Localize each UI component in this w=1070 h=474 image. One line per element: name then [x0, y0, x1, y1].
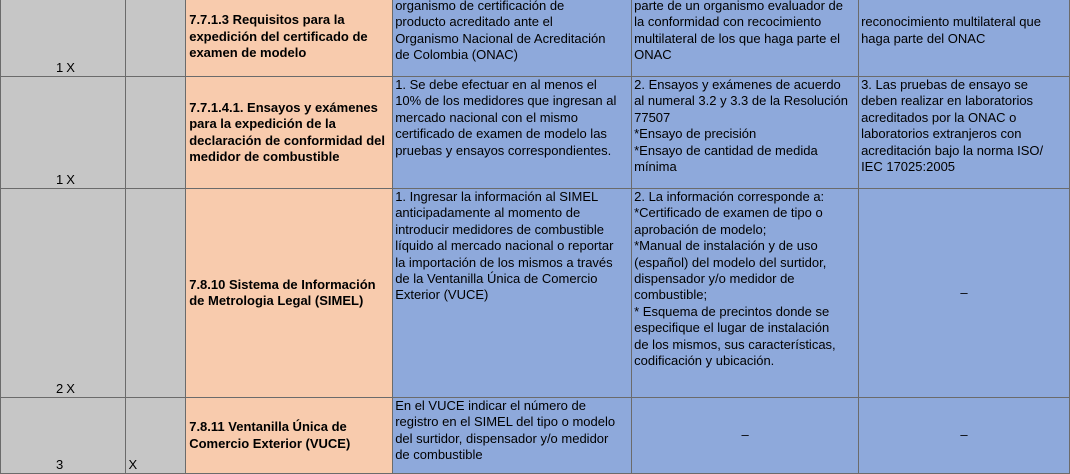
- text-line: 2. Ensayos y exámenes de acuerdo: [634, 77, 841, 92]
- text-line: (español) del modelo del surtidor,: [634, 254, 827, 270]
- text-line: *Certificado de examen de tipo o: [634, 205, 823, 221]
- text-line: haga parte del ONAC: [861, 30, 986, 46]
- text-line: líquido al mercado nacional o reportar: [395, 238, 614, 254]
- text-line: del surtidor, dispensador y/o medidor: [395, 430, 609, 446]
- description-cell-1: [393, 189, 632, 398]
- text-line: la conformidad con recocimiento: [634, 14, 822, 30]
- description-cell-3: –: [859, 189, 1070, 398]
- title-line: de Metrologia Legal (SIMEL): [189, 293, 364, 308]
- row-number-cell: 1: [1, 77, 65, 189]
- mark-a-cell: X: [64, 77, 126, 189]
- text-line: 1. Ingresar la información al SIMEL: [395, 189, 599, 204]
- text-line: *Ensayo de cantidad de medida: [634, 142, 818, 158]
- description-cell-1: [393, 0, 632, 77]
- row-number-cell: 2: [1, 189, 65, 398]
- text-line: codificación y ubicación.: [634, 353, 775, 369]
- text-line: *Ensayo de precisión: [634, 126, 757, 142]
- title-line: para la expedición de la: [189, 116, 336, 132]
- table-row: [1, 77, 1070, 189]
- description-cell-1: [393, 398, 632, 474]
- text-line: 2. La información corresponde a:: [634, 189, 825, 204]
- text-line: la importación de los mismos a través: [395, 254, 613, 270]
- requirement-title-cell: [186, 0, 393, 77]
- text-line: laboratorios extranjeros con: [861, 126, 1022, 142]
- requirement-title-cell: [186, 77, 393, 189]
- text-line: producto acreditado ante el: [395, 14, 553, 30]
- title-line: Comercio Exterior (VUCE): [189, 435, 351, 451]
- text-line: organismo de certificación de: [395, 0, 565, 13]
- text-line: ONAC: [634, 47, 672, 63]
- text-line: parte de un organismo evaluador de: [634, 0, 843, 13]
- title-line: examen de modelo: [189, 45, 307, 61]
- mark-a-cell: [64, 398, 126, 474]
- requirement-title-cell: [186, 189, 393, 398]
- text-line: especifique el lugar de instalación: [634, 320, 830, 336]
- text-line: combustible;: [634, 287, 708, 303]
- text-line: Exterior (VUCE): [395, 287, 489, 303]
- text-line: de Colombia (ONAC): [395, 47, 519, 63]
- text-line: de combustible: [395, 447, 483, 463]
- title-line: 7.8.11 Ventanilla Única de: [189, 419, 347, 435]
- description-cell-3: [859, 77, 1070, 189]
- mark-a-cell: X: [64, 189, 126, 398]
- text-line: 3. Las pruebas de ensayo se: [861, 77, 1029, 92]
- table-row: [1, 189, 1070, 398]
- text-line: * Esquema de precintos donde se: [634, 303, 830, 319]
- text-line: mínima: [634, 159, 677, 175]
- text-line: introducir medidores de combustible: [395, 221, 605, 237]
- table-row: [1, 398, 1070, 474]
- text-line: IEC 17025:2005: [861, 159, 956, 175]
- mark-b-cell: [126, 189, 186, 398]
- mark-b-cell: [126, 77, 186, 189]
- text-line: 77507: [634, 109, 671, 125]
- description-cell-2: –: [632, 398, 859, 474]
- text-line: de la Ventanilla Única de Comercio: [395, 271, 598, 287]
- text-line: acreditados por la ONAC o: [861, 109, 1017, 125]
- text-line: En el VUCE indicar el número de: [395, 398, 586, 413]
- mark-b-cell: X: [126, 398, 186, 474]
- text-line: registro en el SIMEL del tipo o modelo: [395, 414, 616, 430]
- requirement-title-cell: [186, 398, 393, 474]
- text-line: Organismo Nacional de Acreditación: [395, 30, 606, 46]
- mark-a-cell: X: [64, 0, 126, 77]
- text-line: deben realizar en laboratorios: [861, 93, 1034, 109]
- text-line: certificado de examen de modelo las: [395, 126, 607, 142]
- title-line: expedición del certificado de: [189, 28, 368, 44]
- description-cell-3: –: [859, 398, 1070, 474]
- title-line: medidor de combustible: [189, 148, 340, 164]
- text-line: pruebas y ensayos correspondientes.: [395, 142, 612, 158]
- text-line: 10% de los medidores que ingresan al: [395, 93, 617, 109]
- description-cell-2: [632, 0, 859, 77]
- text-line: dispensador y/o medidor de: [634, 271, 795, 287]
- text-line: de los mismos, sus características,: [634, 336, 836, 352]
- description-cell-2: [632, 189, 859, 398]
- text-line: 1. Se debe efectuar en al menos el: [395, 77, 597, 92]
- description-cell-2: [632, 77, 859, 189]
- description-cell-1: [393, 77, 632, 189]
- text-line: multilateral de los que haga parte el: [634, 30, 841, 46]
- title-line: 7.7.1.4.1. Ensayos y exámenes: [189, 99, 378, 115]
- description-cell-3: [859, 0, 1070, 77]
- text-line: al numeral 3.2 y 3.3 de la Resolución: [634, 93, 849, 109]
- row-number-cell: 1: [1, 0, 65, 77]
- row-number-cell: 3: [1, 398, 65, 474]
- title-line: 7.8.10 Sistema de Información: [189, 276, 376, 292]
- text-line: aprobación de modelo;: [634, 221, 767, 237]
- mark-b-cell: [126, 0, 186, 77]
- text-line: anticipadamente al momento de: [395, 205, 581, 221]
- table-row: [1, 0, 1070, 77]
- title-line: declaración de conformidad del: [189, 132, 385, 148]
- text-line: *Manual de instalación y de uso: [634, 238, 818, 254]
- text-line: acreditación bajo la norma ISO/: [861, 142, 1044, 158]
- text-line: reconocimiento multilateral que: [861, 14, 1041, 30]
- title-line: 7.7.1.3 Requisitos para la: [189, 12, 345, 28]
- text-line: mercado nacional con el mismo: [395, 109, 578, 125]
